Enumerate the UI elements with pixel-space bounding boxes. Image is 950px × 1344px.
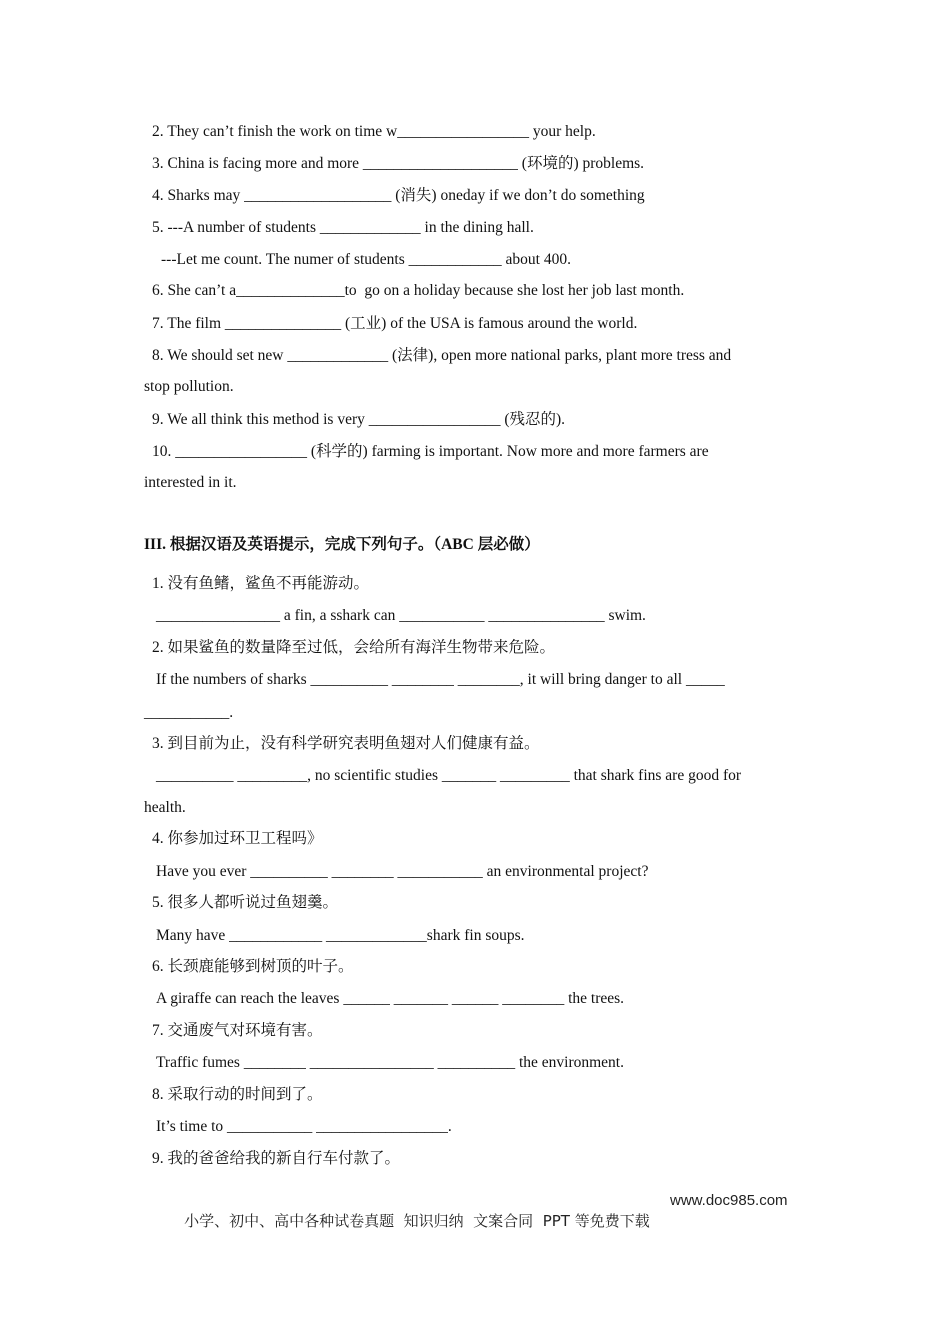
s3-q5-cn: 5. 很多人都听说过鱼翅羹。 [152, 894, 339, 911]
s3-q4-cn: 4. 你参加过环卫工程吗》 [152, 830, 323, 847]
s3-q2-en: If the numbers of sharks __________ ________ ________, it will bring danger to all _____ [156, 671, 725, 688]
s2-line-3: 3. China is facing more and more ____________________ (环境的) problems. [152, 155, 645, 172]
s2-line-7: 7. The film _______________ (工业) of the USA is famous around the world. [152, 315, 638, 332]
s3-q3-en: __________ _________, no scientific studies _______ _________ that shark fins are good for [156, 767, 742, 784]
s2-line-5a: 5. ---A number of students _____________ in the dining hall. [152, 219, 534, 236]
s3-q1-en: ________________ a fin, a sshark can ___________ _______________ swim. [156, 607, 646, 624]
footer-site-link[interactable]: www.doc985.com [670, 1192, 788, 1209]
s3-q3-en-cont: health. [144, 799, 186, 816]
s2-line-8b: stop pollution. [144, 378, 234, 395]
s3-q9-cn: 9. 我的爸爸给我的新自行车付款了。 [152, 1150, 401, 1167]
s3-q4-en: Have you ever __________ ________ ___________ an environmental project? [156, 863, 649, 880]
s2-line-4: 4. Sharks may ___________________ (消失) oneday if we don’t do something [152, 187, 645, 204]
s2-line-8a: 8. We should set new _____________ (法律), open more national parks, plant more tress and [152, 347, 732, 364]
s3-q2-cn: 2. 如果鲨鱼的数量降至过低，会给所有海洋生物带来危险。 [152, 639, 556, 656]
s3-q1-cn: 1. 没有鱼鳍，鲨鱼不再能游动。 [152, 575, 370, 592]
s3-q6-en: A giraffe can reach the leaves ______ _______ ______ ________ the trees. [156, 990, 625, 1007]
s2-line-6: 6. She can’t a______________to go on a holiday because she lost her job last month. [152, 282, 685, 299]
page-footer [165, 1191, 788, 1271]
section3-heading: III. 根据汉语及英语提示，完成下列句子。（ABC 层必做） [144, 536, 540, 553]
footer-text: 小学、初中、高中各种试卷真题 知识归纳 文案合同 PPT 等免费下载 [184, 1212, 650, 1230]
s2-line-10a: 10. _________________ (科学的) farming is important. Now more and more farmers are [152, 443, 709, 460]
s2-line-9: 9. We all think this method is very _________________ (残忍的). [152, 411, 566, 428]
s3-q6-cn: 6. 长颈鹿能够到树顶的叶子。 [152, 958, 354, 975]
s3-q7-cn: 7. 交通废气对环境有害。 [152, 1022, 323, 1039]
s3-q8-en: It’s time to ___________ _________________. [156, 1118, 452, 1135]
s3-q8-cn: 8. 采取行动的时间到了。 [152, 1086, 323, 1103]
s3-q3-cn: 3. 到目前为止，没有科学研究表明鱼翅对人们健康有益。 [152, 735, 540, 752]
s3-q2-en-cont: ___________. [144, 704, 234, 721]
s3-q5-en: Many have ____________ _____________shark fin soups. [156, 927, 525, 944]
s2-line-2: 2. They can’t finish the work on time w_________________ your help. [152, 123, 596, 140]
s3-q7-en: Traffic fumes ________ ________________ __________ the environment. [156, 1054, 624, 1071]
s2-line-5b: ---Let me count. The numer of students ____________ about 400. [161, 251, 571, 268]
s2-line-10b: interested in it. [144, 474, 237, 491]
